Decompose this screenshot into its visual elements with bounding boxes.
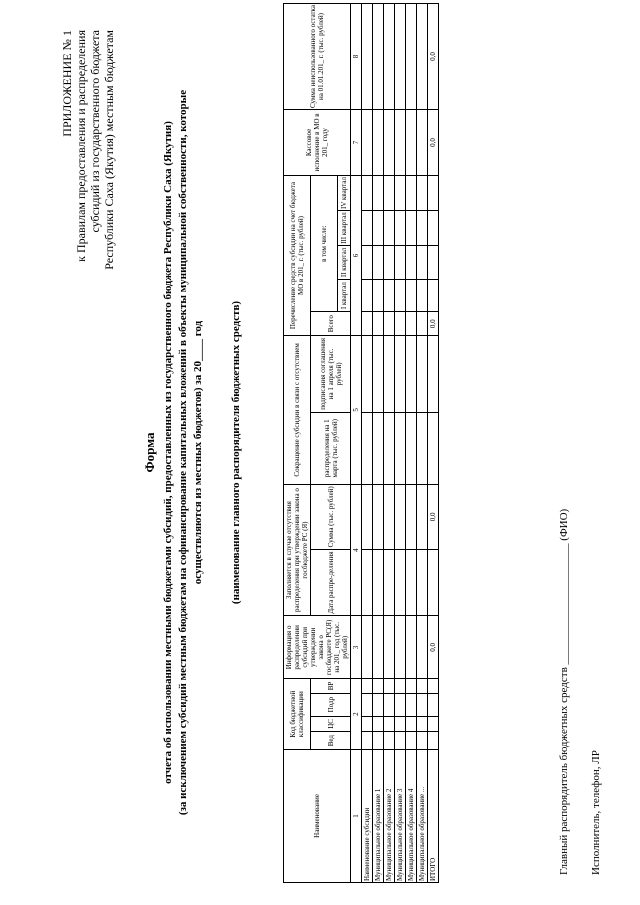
row-label: Муниципальное образование 4 — [406, 750, 417, 883]
table-row — [417, 4, 428, 883]
form-title-line: (за исключением субсидий местным бюджетам на софинансирование капитальных вложений в объекты муниципальной собственности, которые — [177, 89, 189, 816]
signature-line: Главный распорядитель бюджетных средств ______________________ (ФИО) — [558, 508, 570, 875]
h-rest: Сумма неиспользованного остатка на 01.01.201_ г. (тыс. рублей) — [284, 4, 351, 110]
appendix-number: ПРИЛОЖЕНИЕ № 1 — [60, 30, 74, 137]
h-q1: I квартал — [337, 279, 351, 312]
num: 2 — [351, 679, 362, 750]
h-q2: II квартал — [337, 246, 351, 280]
num: 5 — [351, 336, 362, 485]
h-q4: IV квартал — [337, 175, 351, 210]
h-vr: ВР — [311, 679, 351, 693]
row-label: ИТОГО — [428, 750, 439, 883]
form-title-line: отчета об использовании местными бюджетами субсидий, предоставленных из государственного бюджета Республики Саха (Якутия) — [162, 121, 174, 784]
total-cash: 0,0 — [428, 109, 439, 175]
num: 3 — [351, 616, 362, 679]
num: 4 — [351, 484, 362, 616]
h-total: Всего — [311, 312, 351, 336]
total-sum: 0,0 — [428, 484, 439, 549]
form-heading: Форма — [142, 432, 157, 473]
column-numbers-row — [351, 4, 362, 883]
h-cash: Кассовое исполнение в МО в 201_ году — [284, 109, 351, 175]
h-ved: Вед — [311, 732, 351, 750]
num: 7 — [351, 109, 362, 175]
row-label: Муниципальное образование 2 — [384, 750, 395, 883]
executor-line: Исполнитель, телефон, ЛР — [590, 750, 602, 875]
num: 6 — [351, 175, 362, 335]
row-label: Муниципальное образование 1 — [373, 750, 384, 883]
total-rest: 0,0 — [428, 4, 439, 110]
h-info: Информация о распределении субсидий при утверждении закона о госбюджете РС(Я) на 201_ год (тыс. рублей) — [284, 616, 351, 679]
h-date: Дата распре-деления — [311, 549, 351, 616]
report-table — [283, 3, 439, 883]
form-title-line: осуществляются из местных бюджетов) за 20____ год — [192, 320, 204, 585]
appendix-line: Республики Саха (Якутия) местным бюджетам — [102, 30, 116, 270]
table-row — [362, 4, 373, 883]
table-row — [406, 4, 417, 883]
h-sum: Сумма (тыс. рублей) — [311, 484, 351, 549]
table-row — [395, 4, 406, 883]
h-podr: Подр — [311, 693, 351, 716]
h-code: Код бюджетной классификации — [284, 679, 311, 750]
h-fill: Заполняется в случае отсутствия распределения при утверждении закона о госбюджете РС (Я) — [284, 484, 311, 616]
org-caption: (наименование главного распорядителя бюджетных средств) — [230, 300, 242, 605]
num: 8 — [351, 4, 362, 110]
total-row — [428, 4, 439, 883]
row-label: Муниципальное образование 3 — [395, 750, 406, 883]
h-cut: Сокращение субсидии в связи с отсутствием — [284, 336, 311, 485]
num: 1 — [351, 750, 362, 883]
total-transfer: 0,0 — [428, 312, 439, 336]
appendix-line: субсидий из государственного бюджета — [88, 30, 102, 233]
h-q3: III квартал — [337, 211, 351, 246]
h-cs: ЦС — [311, 716, 351, 732]
table-row — [373, 4, 384, 883]
header-row — [284, 4, 311, 883]
total-info: 0,0 — [428, 616, 439, 679]
appendix-line: к Правилам предоставления и распределения — [74, 30, 88, 262]
h-trans: Перечисление средств субсидии на счет бюджета МО в 201_ г. (тыс. рублей) — [284, 175, 311, 335]
table-row — [384, 4, 395, 883]
row-label: Наименование субсидии — [362, 750, 373, 883]
h-incl: в том числе: — [311, 175, 338, 311]
h-cut-b: подписания соглашения на 1 апреля (тыс. рублей) — [311, 336, 351, 413]
row-label: Муниципальное образование ... — [417, 750, 428, 883]
h-name: Наименование — [284, 750, 351, 883]
h-cut-a: распределения на 1 марта (тыс. рублей) — [311, 412, 351, 484]
